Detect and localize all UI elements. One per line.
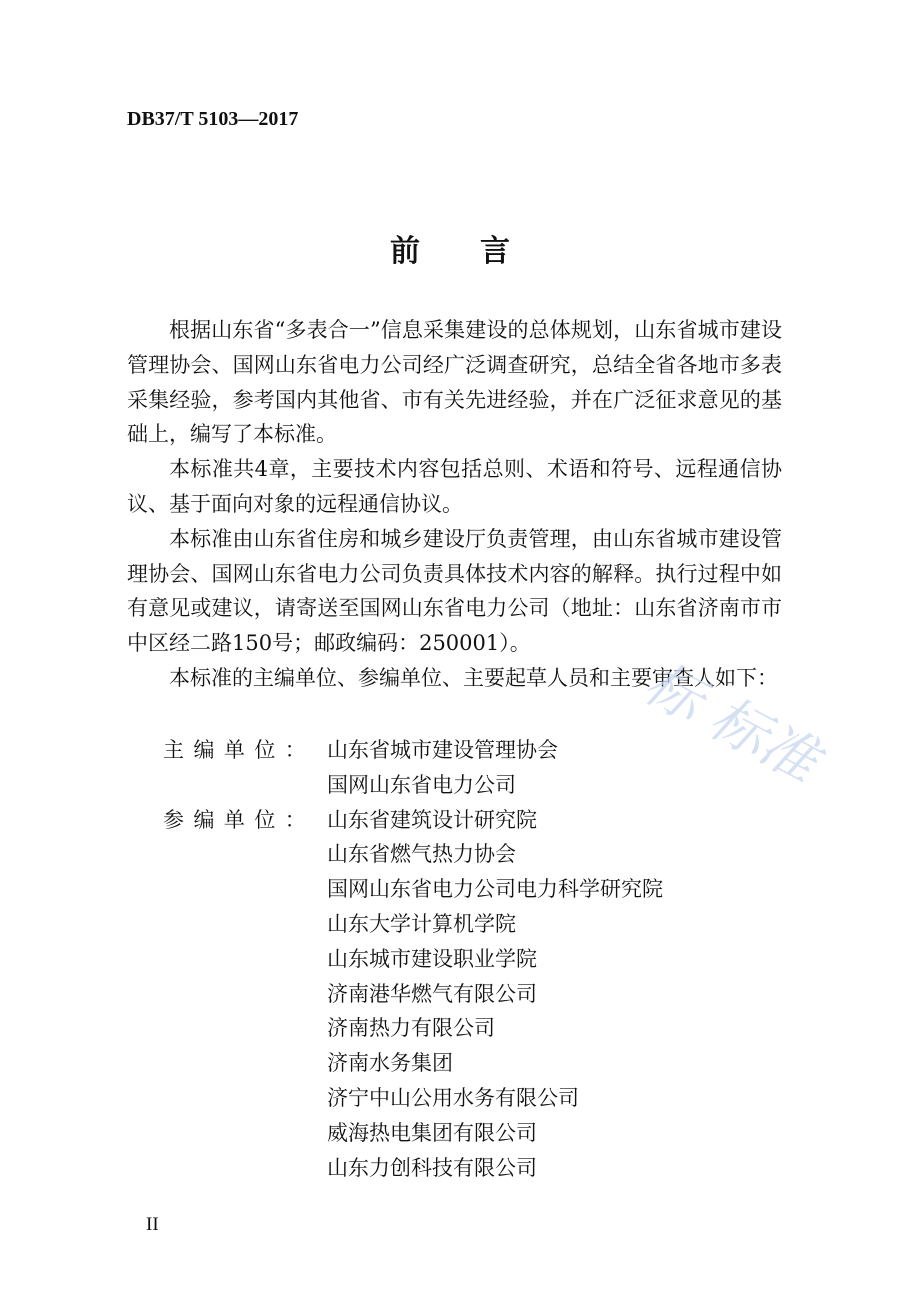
participating-unit-row (163, 977, 783, 1012)
participating-unit-row (163, 837, 783, 872)
unit-item: 济南港华燃气有限公司 (327, 981, 537, 1006)
participating-unit-row (163, 1011, 783, 1046)
unit-item: 国网山东省电力公司电力科学研究院 (327, 877, 663, 902)
unit-item: 国网山东省电力公司 (327, 772, 516, 797)
paragraph: 根据山东省“多表合一”信息采集建设的总体规划，山东省城市建设管理协会、国网山东省电力公司经广泛调查研究，总结全省各地市多表采集经验，参考国内其他省、市有关先进经验，并在广泛征求意见的基础上，编写了本标准。 (127, 318, 782, 447)
participating-unit-row (163, 803, 783, 838)
participating-unit-row (163, 1151, 783, 1186)
paragraph: 本标准由山东省住房和城乡建设厅负责管理，由山东省城市建设管理协会、国网山东省电力公司负责具体技术内容的解释。执行过程中如有意见或建议，请寄送至国网山东省电力公司（地址：山东省济南市市中区经二路150号；邮政编码：250001）。 (127, 526, 782, 656)
unit-item: 山东力创科技有限公司 (327, 1155, 537, 1180)
unit-item: 山东省燃气热力协会 (327, 842, 516, 867)
participating-unit-row (163, 1116, 783, 1151)
standard-code: DB37/T 5103—2017 (127, 108, 299, 130)
chief-unit-row (163, 733, 783, 768)
page-title: 前言 (390, 234, 570, 269)
unit-item: 山东大学计算机学院 (327, 911, 516, 936)
page-number: II (146, 1214, 159, 1235)
unit-item: 山东省建筑设计研究院 (327, 807, 537, 832)
unit-item: 济南热力有限公司 (327, 1016, 495, 1041)
unit-item: 山东省城市建设管理协会 (327, 738, 558, 762)
chief-unit-row (163, 768, 783, 803)
unit-item: 威海热电集团有限公司 (327, 1120, 537, 1145)
paragraph: 本标准共4章，主要技术内容包括总则、术语和符号、远程通信协议、基于面向对象的远程通信协议。 (127, 457, 782, 516)
unit-list (163, 733, 783, 1185)
watermark: 标 标准 (633, 650, 829, 796)
paragraph: 本标准的主编单位、参编单位、主要起草人员和主要审查人如下： (169, 665, 778, 690)
participating-unit-row (163, 1081, 783, 1116)
unit-item: 山东城市建设职业学院 (327, 946, 537, 971)
unit-item: 济南水务集团 (327, 1051, 453, 1076)
participating-unit-row (163, 907, 783, 942)
participating-units-label: 参编单位： (163, 807, 316, 832)
participating-unit-row (163, 1046, 783, 1081)
participating-unit-row (163, 872, 783, 907)
unit-item: 济宁中山公用水务有限公司 (327, 1085, 579, 1110)
participating-unit-row (163, 942, 783, 977)
preface-body (127, 313, 782, 696)
chief-units-label: 主编单位： (163, 738, 316, 762)
